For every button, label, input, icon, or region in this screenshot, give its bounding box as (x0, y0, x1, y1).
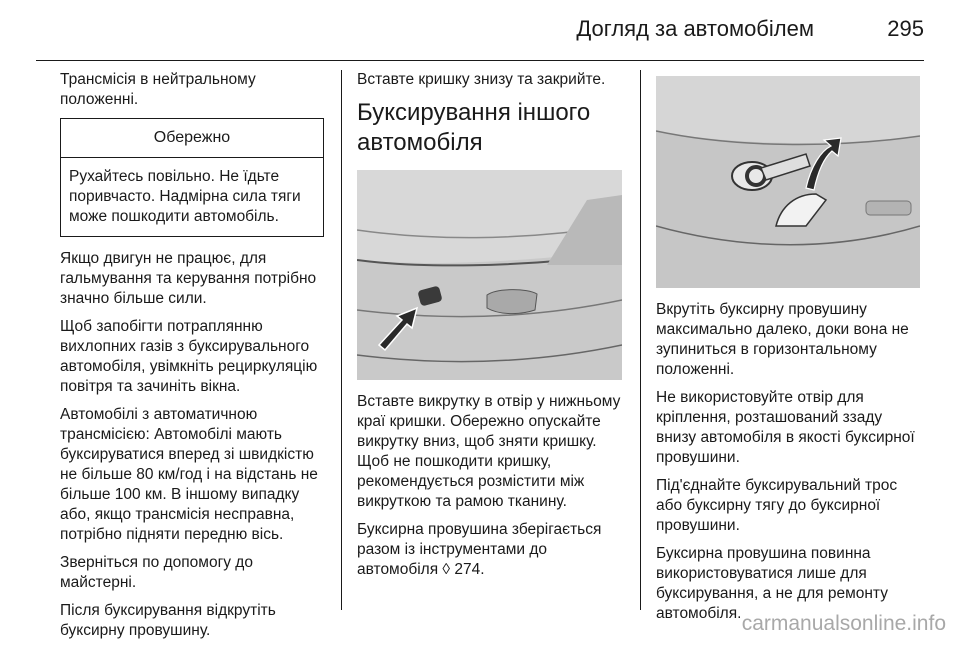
paragraph-text: Буксирна провушина зберігається разом із інструментами до автомобіля (357, 521, 602, 578)
caution-title: Обережно (61, 119, 323, 158)
paragraph: Щоб запобігти потраплянню вихлопних газів з буксирувального автомобіля, увімкніть рециркуляцію повітря та зачиніть вікна. (60, 318, 318, 395)
page-title: Догляд за автомобілем (576, 16, 814, 41)
paragraph: Вставте кришку знизу та закрийте. (357, 71, 606, 88)
paragraph (357, 520, 625, 580)
column-right (656, 70, 924, 632)
paragraph: Буксирна провушина повинна використовуватися лише для буксирування, а не для ремонту автомобіля. (656, 545, 888, 622)
paragraph: Трансмісія в нейтральному положенні. (60, 71, 256, 108)
section-heading: Буксирування іншого автомобіля (357, 99, 591, 156)
paragraph: Вставте викрутку в отвір у нижньому краї кришки. Обережно опускайте викрутку вниз, щоб зняти кришку. Щоб не пошкодити кришку, рекомендується розмістити між викруткою та рамою тканину. (357, 393, 621, 510)
watermark-text: carmanualsonline.info (741, 612, 946, 635)
page-reference-icon: ◊ (442, 561, 451, 578)
paragraph: Не використовуйте отвір для кріплення, розташований ззаду внизу автомобіля в якості буксирної провушини. (656, 389, 915, 466)
column-divider (341, 70, 342, 610)
bumper-cover-illustration (357, 170, 622, 380)
page-reference: 274. (454, 561, 485, 578)
page-header (36, 0, 924, 61)
column-left (60, 70, 325, 649)
paragraph: Зверніться по допомогу до майстерні. (60, 554, 253, 591)
paragraph: Автомобілі з автоматичною трансмісією: Автомобілі мають буксируватися вперед зі швидкістю не більше 80 км/год і на відстань не більше 100 км. В іншому випадку або, якщо трансмісія несправна, потрібно підняти передню вісь. (60, 406, 318, 543)
towing-eye-illustration (656, 76, 920, 288)
column-middle (357, 70, 625, 588)
paragraph: Під'єднайте буксирувальний трос або буксирну тягу до буксирної провушини. (656, 477, 898, 534)
column-divider (640, 70, 641, 610)
paragraph: Якщо двигун не працює, для гальмування та керування потрібно значно більше сили. (60, 250, 317, 307)
paragraph: Після буксирування відкрутіть буксирну провушину. (60, 602, 276, 639)
paragraph: Вкрутіть буксирну провушину максимально далеко, доки вона не зупиниться в горизонтальному положенні. (656, 301, 909, 378)
caution-text: Рухайтесь повільно. Не їдьте поривчасто. Надмірна сила тяги може пошкодити автомобіль. (69, 168, 301, 225)
caution-box (60, 118, 324, 237)
page-number: 295 (887, 16, 924, 41)
